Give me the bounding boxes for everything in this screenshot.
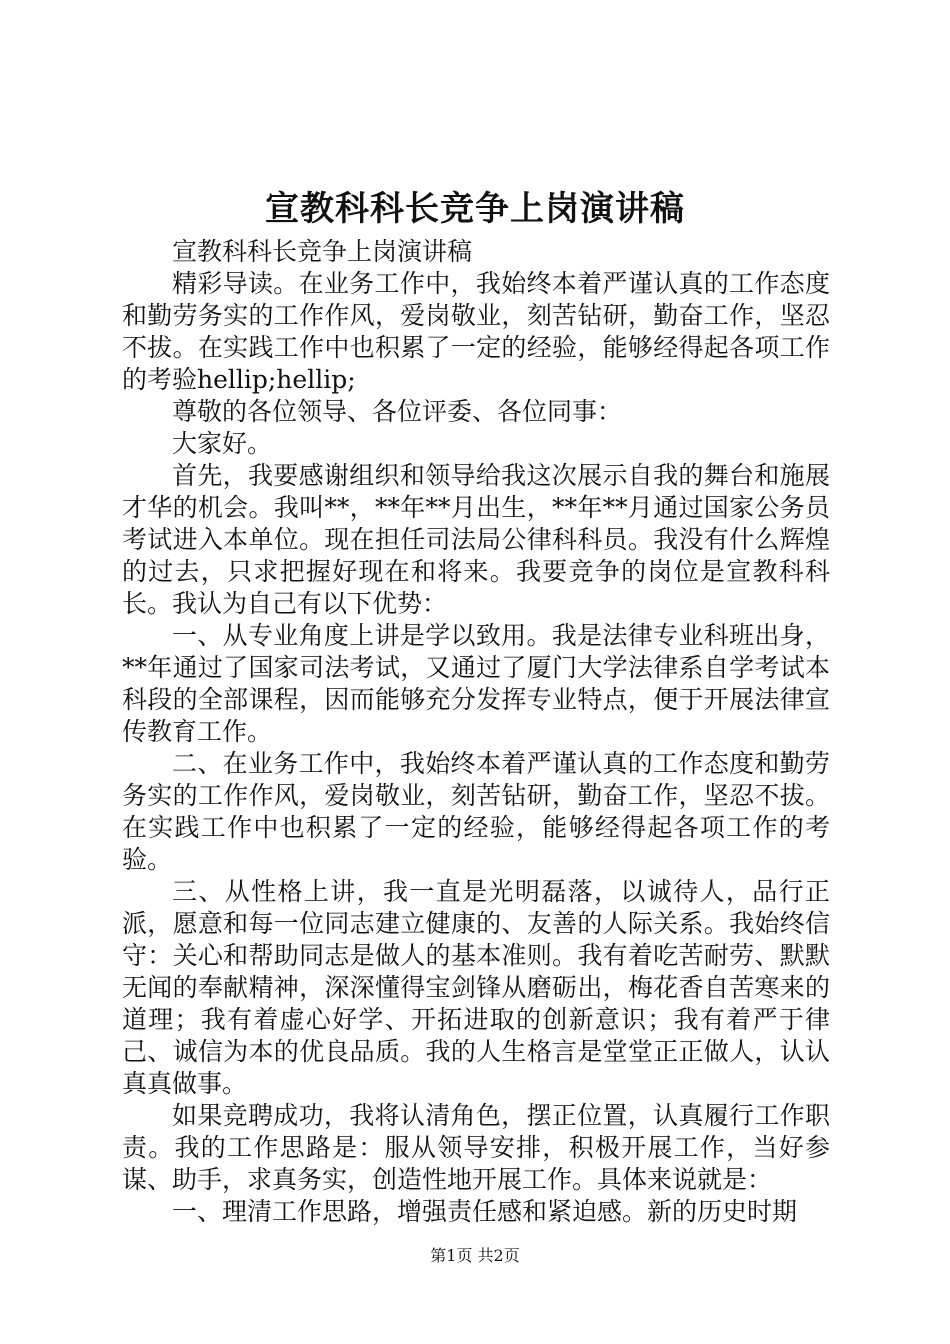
document-title: 宣教科科长竞争上岗演讲稿 bbox=[265, 189, 685, 229]
body-paragraph: 宣教科科长竞争上岗演讲稿 bbox=[172, 237, 473, 266]
body-paragraph: 一、从专业角度上讲是学以致用。我是法律专业科班出身，**年通过了国家司法考试，又通过了厦门大学法律系自学考试本科段的全部课程，因而能够充分发挥专业特点，便于开展法律宣传教育工作。 bbox=[122, 621, 830, 746]
page-number-footer: 第1页 共2页 bbox=[430, 1246, 520, 1265]
body-paragraph: 一、理清工作思路，增强责任感和紧迫感。新的历史时期 bbox=[172, 1197, 798, 1226]
document-body bbox=[122, 236, 830, 1228]
body-paragraph: 精彩导读。在业务工作中，我始终本着严谨认真的工作态度和勤劳务实的工作作风，爱岗敬业，刻苦钻研，勤奋工作，坚忍不拔。在实践工作中也积累了一定的经验，能够经得起各项工作的考验hellip;hellip; bbox=[122, 269, 830, 394]
body-paragraph: 首先，我要感谢组织和领导给我这次展示自我的舞台和施展才华的机会。我叫**，**年**月出生，**年**月通过国家公务员考试进入本单位。现在担任司法局公律科科员。我没有什么辉煌的过去，只求把握好现在和将来。我要竞争的岗位是宣教科科长。我认为自己有以下优势： bbox=[122, 461, 830, 618]
body-paragraph: 二、在业务工作中，我始终本着严谨认真的工作态度和勤劳务实的工作作风，爱岗敬业，刻苦钻研，勤奋工作，坚忍不拔。在实践工作中也积累了一定的经验，能够经得起各项工作的考验。 bbox=[122, 749, 830, 874]
body-paragraph: 大家好。 bbox=[172, 429, 273, 458]
body-paragraph: 如果竞聘成功，我将认清角色，摆正位置，认真履行工作职责。我的工作思路是：服从领导安排，积极开展工作，当好参谋、助手，求真务实，创造性地开展工作。具体来说就是： bbox=[122, 1101, 830, 1194]
body-paragraph: 尊敬的各位领导、各位评委、各位同事： bbox=[172, 397, 623, 426]
body-paragraph: 三、从性格上讲，我一直是光明磊落，以诚待人，品行正派，愿意和每一位同志建立健康的、友善的人际关系。我始终信守：关心和帮助同志是做人的基本准则。我有着吃苦耐劳、默默无闻的奉献精神，深深懂得宝剑锋从磨砺出，梅花香自苦寒来的道理；我有着虚心好学、开拓进取的创新意识；我有着严于律己、诚信为本的优良品质。我的人生格言是堂堂正正做人，认认真真做事。 bbox=[122, 877, 830, 1098]
